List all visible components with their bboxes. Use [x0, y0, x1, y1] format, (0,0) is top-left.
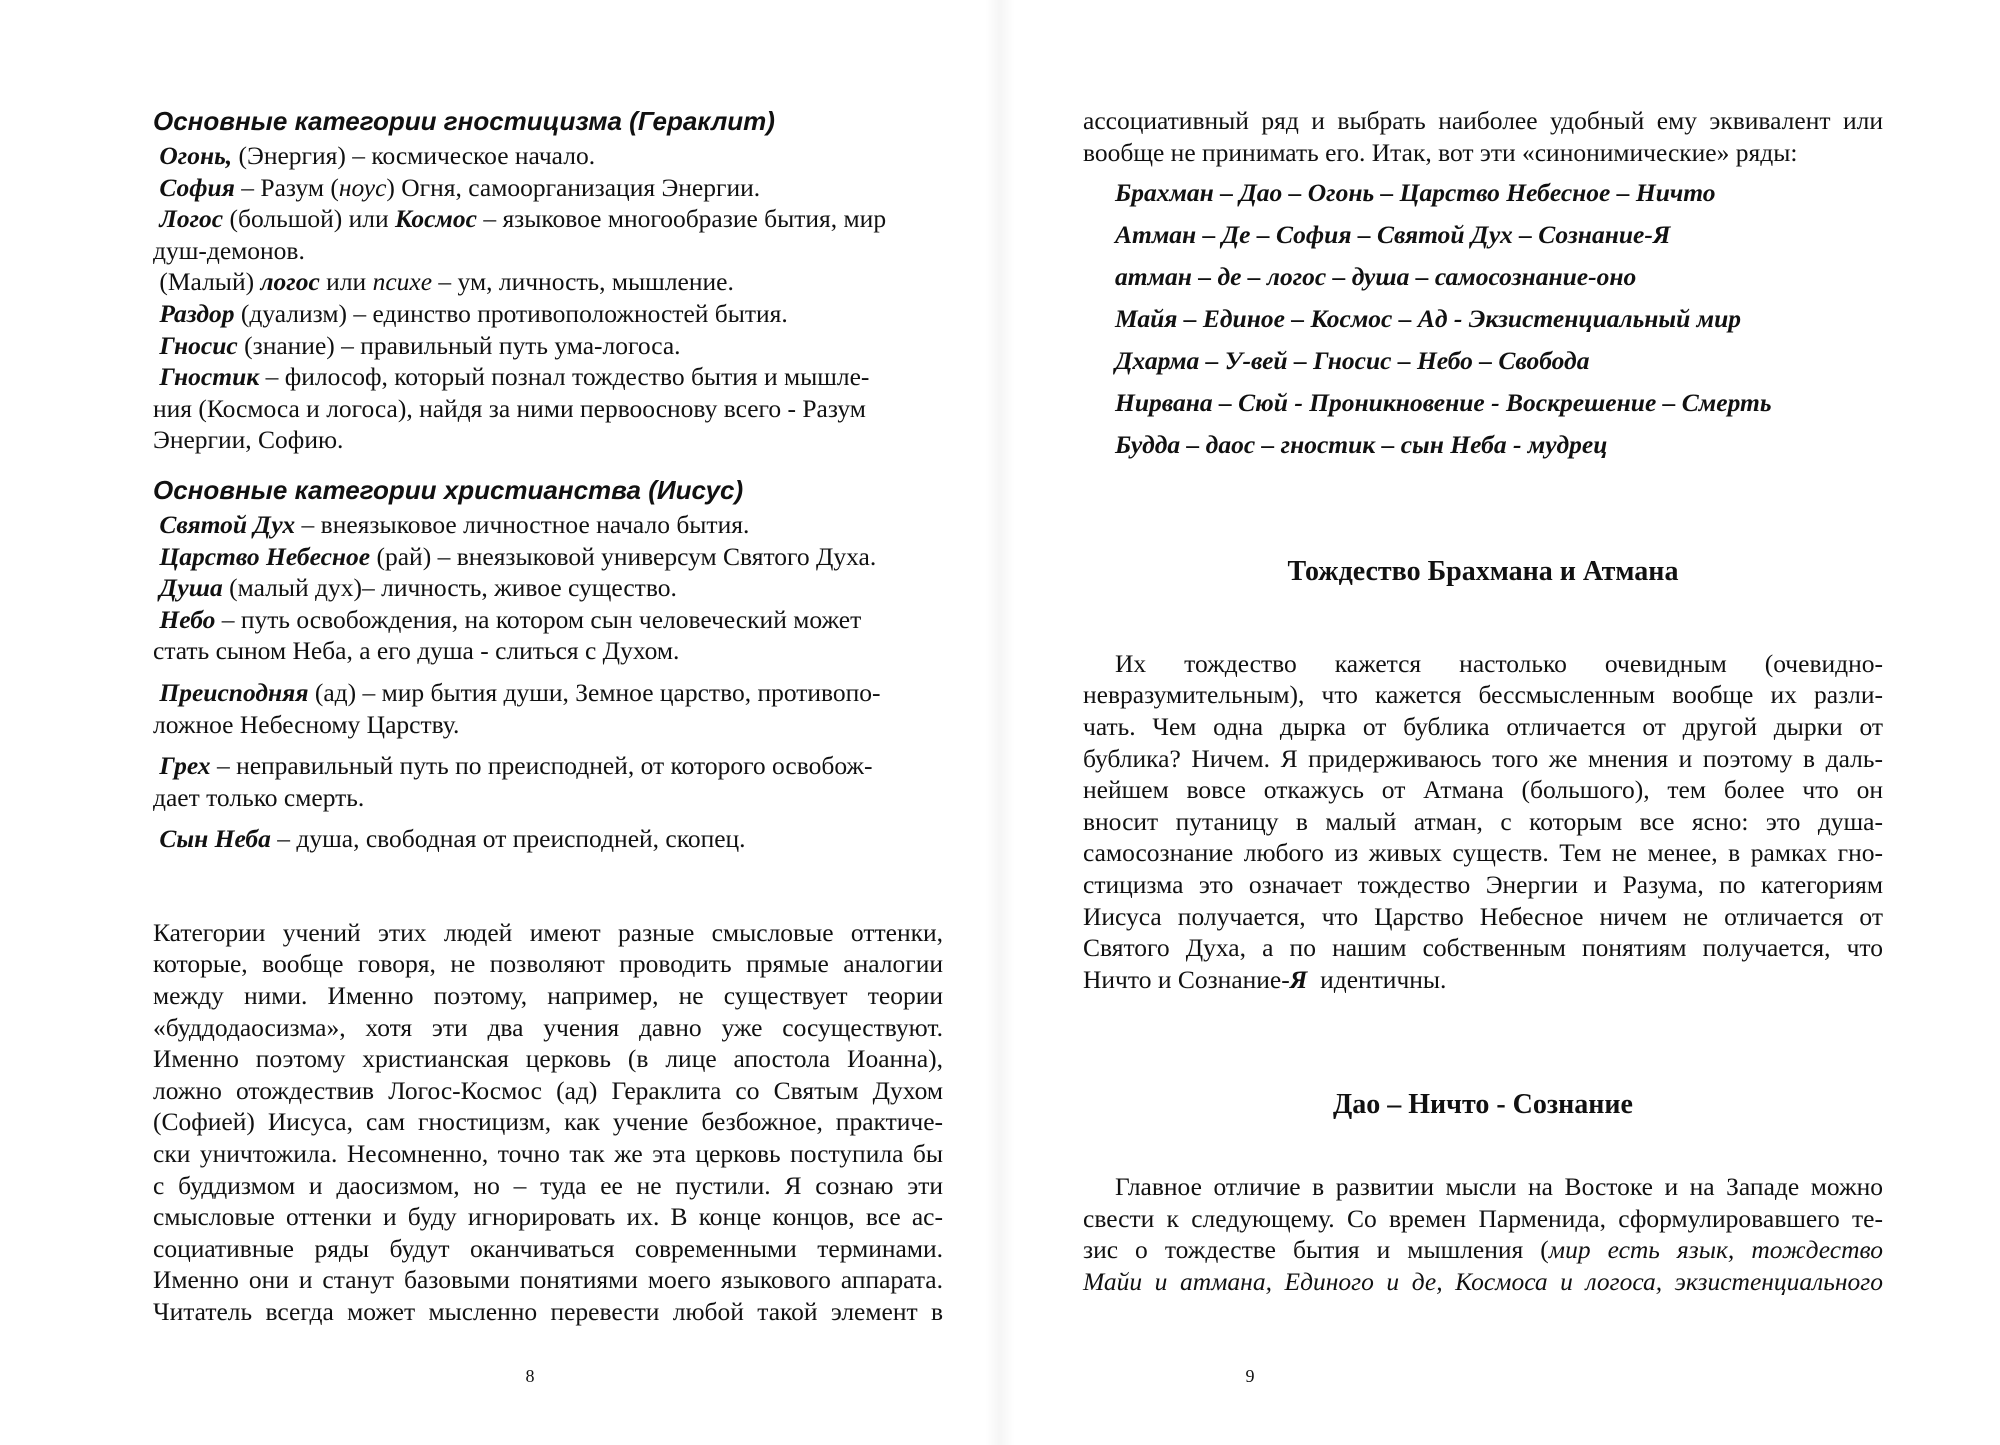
paragraph-last-line [1083, 964, 1883, 996]
definition-gnostic-line2: ния (Космоса и логоса), найдя за ними первооснову всего - Разум [153, 393, 866, 423]
definition-fire [153, 140, 943, 172]
synonym-row: Брахман – Дао – Огонь – Царство Небесное – Ничто [1115, 178, 1716, 208]
definition-text: (ад) – мир бытия души, Земное царство, противопо- [308, 677, 881, 707]
synonym-rows [1083, 172, 1883, 466]
definition-text: – неправильный путь по преисподней, от которого освобож- [210, 751, 873, 781]
paragraph-line: Категории учений этих людей имеют разные смысловые оттенки, [153, 917, 943, 947]
definition-text: (малый дух)– личность, живое существо. [222, 573, 677, 603]
term: Гностик [159, 362, 260, 392]
paragraph-line: свести к следующему. Со времен Парменида, сформулировавшего те- [1083, 1203, 1883, 1233]
term: логос [260, 267, 320, 297]
term: Преисподняя [159, 677, 309, 707]
definition-son-of-sky [153, 823, 943, 855]
paragraph-identity [1083, 648, 1883, 996]
definition-gnosis [153, 330, 943, 362]
definition-strife [153, 298, 943, 330]
left-page-column [153, 105, 943, 1328]
paragraph-italic: мир есть язык, тождество [1548, 1235, 1883, 1265]
paragraph-east-west [1083, 1171, 1883, 1297]
term: Святой Дух [159, 509, 296, 539]
definition-gnostic [153, 361, 943, 393]
term: Душа [159, 573, 223, 603]
term: Космос [395, 204, 477, 234]
paragraph-line: ски уничтожила. Несомненно, точно так же эта церковь поступила бы [153, 1139, 943, 1169]
definition-text: – внеязыковое личностное начало бытия. [295, 509, 750, 539]
term: Раздор [159, 298, 235, 328]
paragraph-line [1083, 1266, 1883, 1298]
definition-sky [153, 604, 943, 636]
definition-small-logos [153, 266, 943, 298]
term: Царство Небесное [159, 541, 371, 571]
definition-text: – языковое многообразие бытия, мир [476, 204, 887, 234]
paragraph-line: вносит путаницу в малый атман, с которым все ясно: это душа- [1083, 806, 1883, 836]
synonym-row: Нирвана – Сюй - Проникновение - Воскрешение – Смерть [1115, 388, 1772, 418]
synonym-row: атман – де – логос – душа – самосознание-оно [1115, 262, 1637, 292]
paragraph-line: ложно отождествив Логос-Космос (ад) Гераклита со Святым Духом [153, 1075, 943, 1105]
term: София [159, 172, 235, 202]
paragraph-line: Именно поэтому христианская церковь (в лице апостола Иоанна), [153, 1044, 943, 1074]
section-heading-gnosticism: Основные категории гностицизма (Гераклит) [153, 106, 775, 136]
section-title-brahman-atman: Тождество Брахмана и Атмана [1287, 556, 1679, 588]
paragraph-line: (Софией) Иисуса, сам гностицизм, как учение безбожное, практиче- [153, 1107, 943, 1137]
right-page [1000, 0, 2000, 1445]
right-page-column [1083, 105, 1883, 1297]
definition-text: ) Огня, самоорганизация Энергии. [386, 172, 761, 202]
paragraph-line: стицизма это означает тождество Энергии и Разума, по категориям [1083, 869, 1883, 899]
paragraph-categories [153, 917, 943, 1328]
term: Грех [159, 751, 211, 781]
paragraph-line: Их тождество кажется настолько очевидным (очевидно- [1115, 648, 1883, 678]
term: Гносис [159, 330, 238, 360]
definition-text: (дуализм) – единство противоположностей бытия. [234, 298, 788, 328]
definition-sin-line2: дает только смерть. [153, 782, 365, 812]
paragraph-line: чать. Чем одна дырка от бублика отличается от другой дырки от [1083, 711, 1883, 741]
definition-text: (знание) – правильный путь ума-логоса. [237, 330, 681, 360]
intro-line: вообще не принимать его. Итак, вот эти «синонимические» ряды: [1083, 137, 1798, 167]
definition-text: (Малый) [159, 267, 261, 297]
definition-sophia [153, 172, 943, 204]
paragraph-line: бублика? Ничем. Я придерживаюсь того же мнения и поэтому в даль- [1083, 743, 1883, 773]
paragraph-line: социативные ряды будут оканчиваться современными терминами. [153, 1233, 943, 1263]
paragraph-bold: Я [1289, 964, 1308, 994]
definition-text: – путь освобождения, на котором сын человеческий может [215, 604, 862, 634]
intro-line: ассоциативный ряд и выбрать наиболее удобный ему эквивалент или [1083, 106, 1883, 135]
definition-italic: ноус [338, 172, 387, 202]
paragraph-text: Ничто и Сознание- [1083, 964, 1290, 994]
term: Огонь, [159, 141, 233, 170]
definition-text: (Энергия) – космическое начало. [232, 141, 596, 170]
term: Логос [159, 204, 224, 234]
paragraph-line: самосознание любого из живых существ. Тем не менее, в рамках гно- [1083, 838, 1883, 868]
paragraph-line: с буддизмом и даосизмом, но – туда ее не пустили. Я сознаю эти [153, 1170, 943, 1200]
section-heading-christianity: Основные категории христианства (Иисус) [153, 474, 744, 505]
definition-sin [153, 750, 943, 782]
definition-text: – душа, свободная от преисподней, скопец. [270, 824, 746, 854]
paragraph-line: Главное отличие в развитии мысли на Востоке и на Западе можно [1115, 1171, 1883, 1201]
definition-soul [153, 572, 943, 604]
paragraph-line: «буддодаосизма», хотя эти два учения давно уже сосуществуют. [153, 1012, 943, 1042]
section-title-dao-nothing: Дао – Ничто - Сознание [1333, 1089, 1633, 1121]
paragraph-text: зис о тождестве бытия и мышления ( [1083, 1235, 1549, 1265]
paragraph-italic: Майи и атмана, Единого и де, Космоса и логоса, экзистенциального [1083, 1266, 1883, 1296]
synonym-row: Будда – даос – гностик – сын Неба - мудрец [1115, 430, 1608, 460]
synonym-row: Атман – Де – София – Святой Дух – Сознание-Я [1115, 220, 1671, 250]
page-number-left: 8 [525, 1366, 535, 1386]
synonym-row: Майя – Единое – Космос – Ад - Экзистенциальный мир [1115, 304, 1742, 334]
paragraph-text: идентичны. [1307, 964, 1447, 994]
paragraph-line: Именно они и станут базовыми понятиями моего языкового аппарата. [153, 1265, 943, 1295]
term: Небо [159, 604, 216, 634]
definition-text: – ум, личность, мышление. [432, 267, 734, 297]
paragraph-line: Читатель всегда может мысленно перевести любой такой элемент в [153, 1297, 943, 1326]
term: Сын Неба [159, 824, 271, 854]
paragraph-line: нейшем вовсе откажусь от Атмана (большого), тем более что он [1083, 775, 1883, 805]
definition-logos-line2: душ-демонов. [153, 235, 305, 265]
paragraph-line [1083, 1234, 1883, 1266]
definition-sky-line2: стать сыном Неба, а его душа - слиться с Духом. [153, 636, 680, 666]
definition-text: – философ, который познал тождество бытия и мышле- [259, 362, 870, 392]
paragraph-line: которые, вообще говоря, не позволяют проводить прямые аналогии [153, 949, 943, 979]
definition-text: – Разум ( [234, 172, 339, 202]
paragraph-line: Иисуса получается, что Царство Небесное ничем не отличается от [1083, 901, 1883, 931]
definition-gnostic-line3: Энергии, Софию. [153, 425, 344, 455]
definition-logos [153, 203, 943, 235]
definition-underworld-line2: ложное Небесному Царству. [153, 709, 460, 739]
synonym-row: Дхарма – У-вей – Гносис – Небо – Свобода [1115, 346, 1590, 376]
paragraph-line: Святого Духа, а по нашим собственным понятиям получается, что [1083, 933, 1883, 963]
definition-kingdom-of-heaven [153, 541, 943, 573]
definition-holy-spirit [153, 509, 943, 541]
definition-underworld [153, 677, 943, 709]
definition-text: или [319, 267, 373, 297]
paragraph-line: невразумительным), что кажется бессмысленным вообще их разли- [1083, 680, 1883, 710]
definition-text: (рай) – внеязыковой универсум Святого Духа. [370, 541, 877, 571]
definition-text: (большой) или [223, 204, 396, 234]
paragraph-line: смысловые оттенки и буду игнорировать их. В конце концов, все ас- [153, 1202, 943, 1232]
page-number-right: 9 [1245, 1366, 1255, 1386]
paragraph-line: между ними. Именно поэтому, например, не существует теории [153, 981, 943, 1011]
definition-italic: психе [372, 267, 433, 297]
